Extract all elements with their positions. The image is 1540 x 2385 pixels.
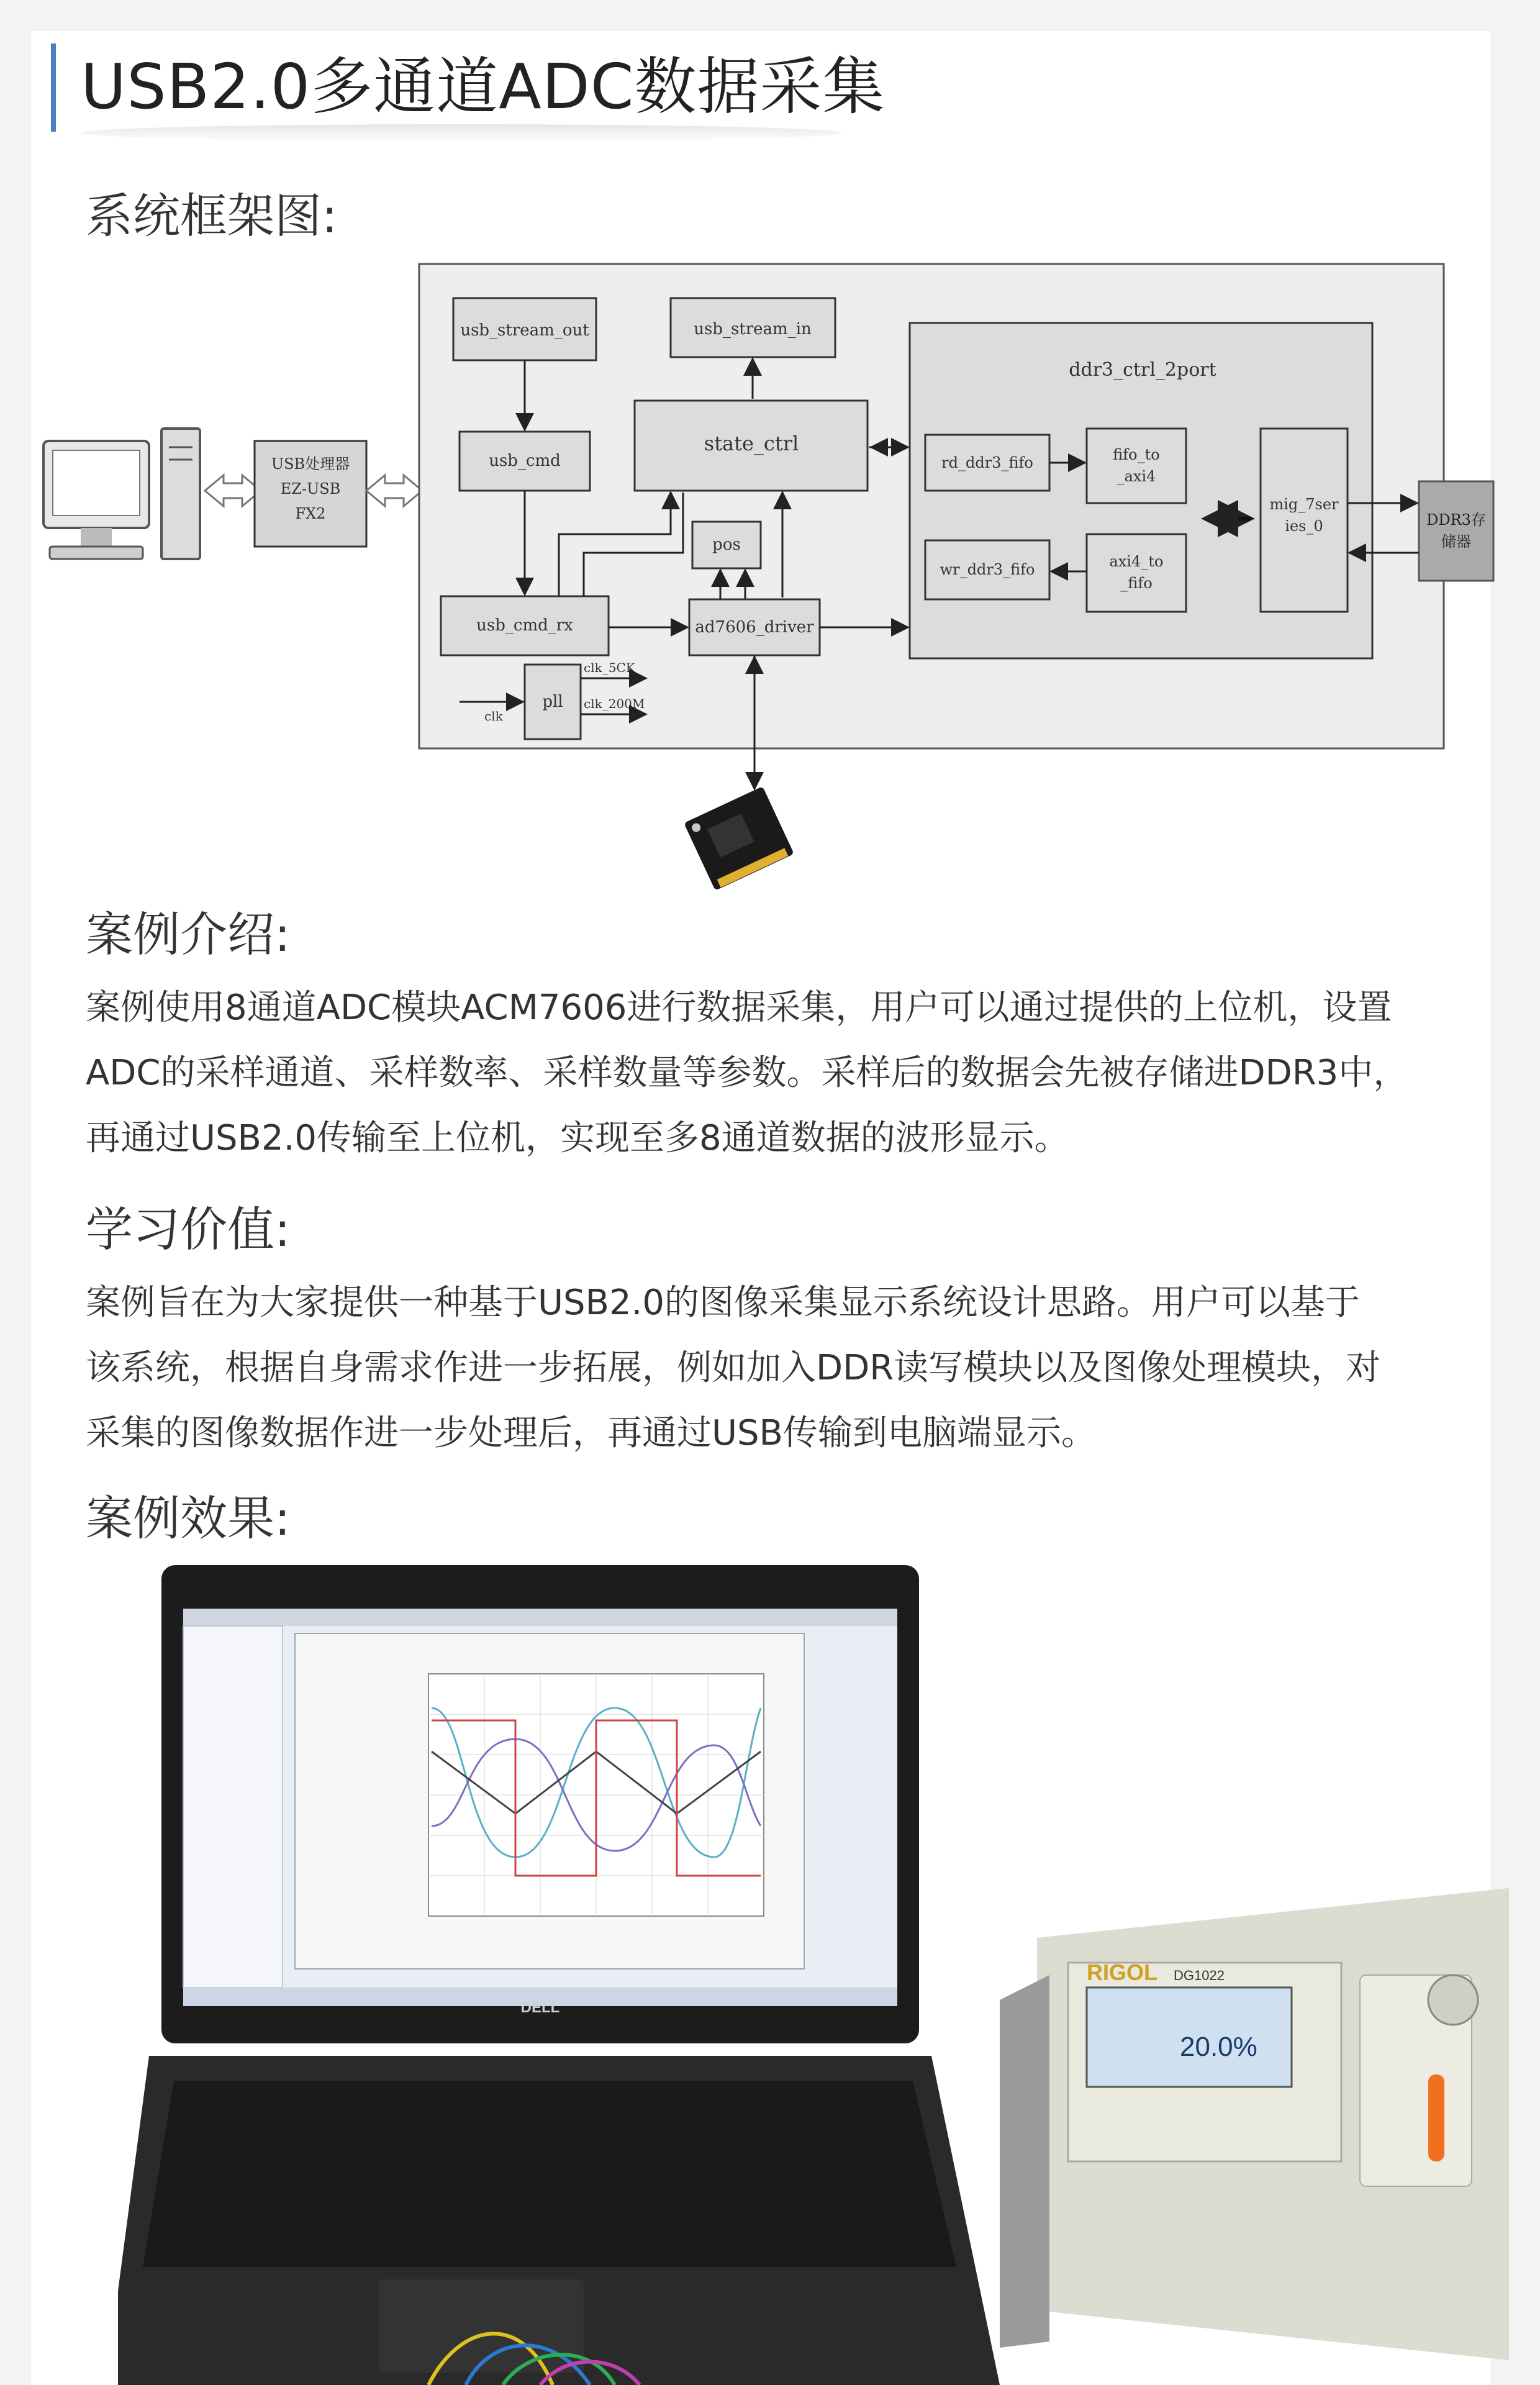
svg-text:usb_stream_out: usb_stream_out <box>460 321 589 340</box>
siggen-value: 20.0% <box>1180 2032 1257 2062</box>
intro-line: ADC的采样通道、采样数率、采样数量等参数。采样后的数据会先被存储进DDR3中， <box>86 1053 1408 1093</box>
svg-text:usb_cmd: usb_cmd <box>489 452 561 470</box>
clk-label: clk <box>484 709 503 724</box>
svg-text:ddr3_ctrl_2port: ddr3_ctrl_2port <box>1069 359 1216 381</box>
svg-text:pll: pll <box>542 693 563 711</box>
svg-text:_axi4: _axi4 <box>1116 468 1156 485</box>
pos-block <box>692 522 761 568</box>
value-line: 采集的图像数据作进一步处理后，再通过USB传输到电脑端显示。 <box>86 1413 1096 1453</box>
svg-text:DDR3存: DDR3存 <box>1426 511 1486 529</box>
svg-text:fifo_to: fifo_to <box>1113 446 1160 463</box>
svg-text:axi4_to: axi4_to <box>1109 553 1164 570</box>
intro-line: 案例使用8通道ADC模块ACM7606进行数据采集，用户可以通过提供的上位机，设置 <box>86 988 1392 1028</box>
adc-module-image <box>684 786 794 891</box>
page-title: USB2.0多通道ADC数据采集 <box>81 50 886 123</box>
intro-paragraph <box>86 975 1452 1171</box>
value-line: 该系统，根据自身需求作进一步拓展，例如加入DDR读写模块以及图像处理模块，对 <box>86 1348 1381 1388</box>
usb-stream-out-block <box>453 298 596 360</box>
svg-text:usb_cmd_rx: usb_cmd_rx <box>476 616 573 635</box>
usb-cmd-block <box>460 432 590 491</box>
wr-ddr3-fifo-block <box>925 540 1049 599</box>
usb-stream-in-block <box>671 298 835 357</box>
siggen-model: DG1022 <box>1174 1968 1225 1983</box>
signal-generator-image <box>1000 1888 1509 2360</box>
system-framework-diagram <box>37 261 1497 907</box>
svg-text:储器: 储器 <box>1441 533 1471 550</box>
svg-text:usb_stream_in: usb_stream_in <box>694 320 812 338</box>
svg-text:ad7606_driver: ad7606_driver <box>695 618 814 637</box>
value-paragraph <box>86 1270 1452 1466</box>
value-heading: 学习价值: <box>86 1202 291 1257</box>
svg-text:wr_ddr3_fifo: wr_ddr3_fifo <box>940 561 1035 578</box>
result-heading: 案例效果: <box>86 1491 291 1546</box>
svg-text:_fifo: _fifo <box>1120 575 1153 592</box>
intro-line: 再通过USB2.0传输至上位机，实现至多8通道数据的波形显示。 <box>86 1118 1069 1158</box>
usb-processor-block <box>255 441 366 547</box>
svg-text:pos: pos <box>712 535 741 554</box>
ad7606-driver-block <box>689 599 820 655</box>
svg-text:rd_ddr3_fifo: rd_ddr3_fifo <box>941 454 1033 471</box>
usb-processor-line3: FX2 <box>295 505 326 522</box>
siggen-brand: RIGOL <box>1087 1960 1157 1985</box>
title-underline-shadow <box>81 124 841 142</box>
ddr3-memory-block <box>1419 481 1493 581</box>
svg-text:mig_7ser: mig_7ser <box>1269 496 1339 513</box>
framework-heading: 系统框架图: <box>86 188 338 243</box>
value-line: 案例旨在为大家提供一种基于USB2.0的图像采集显示系统设计思路。用户可以基于 <box>86 1283 1361 1323</box>
svg-text:ies_0: ies_0 <box>1285 517 1323 535</box>
usb-cmd-rx-block <box>441 596 609 655</box>
intro-heading: 案例介绍: <box>86 907 291 962</box>
laptop-image <box>118 1565 1000 2385</box>
pll-block <box>525 665 581 739</box>
svg-text:state_ctrl: state_ctrl <box>704 432 799 455</box>
clk-200-label: clk_200M <box>584 696 645 711</box>
usb-processor-line2: EZ-USB <box>280 480 341 497</box>
double-arrow-icon <box>205 475 261 506</box>
axi4-to-fifo-block <box>1087 534 1186 612</box>
result-photo <box>118 1565 1509 2385</box>
rd-ddr3-fifo-block <box>925 435 1049 491</box>
title-accent-bar <box>51 43 56 132</box>
state-ctrl-block <box>635 401 867 491</box>
clk-5c-label: clk_5CK <box>584 660 635 675</box>
computer-icon <box>43 429 200 559</box>
mig-block <box>1261 429 1348 612</box>
usb-processor-line1: USB处理器 <box>271 455 350 473</box>
fifo-to-axi4-block <box>1087 429 1186 503</box>
double-arrow-icon <box>366 475 422 506</box>
laptop-brand: DELL <box>520 1999 560 2016</box>
